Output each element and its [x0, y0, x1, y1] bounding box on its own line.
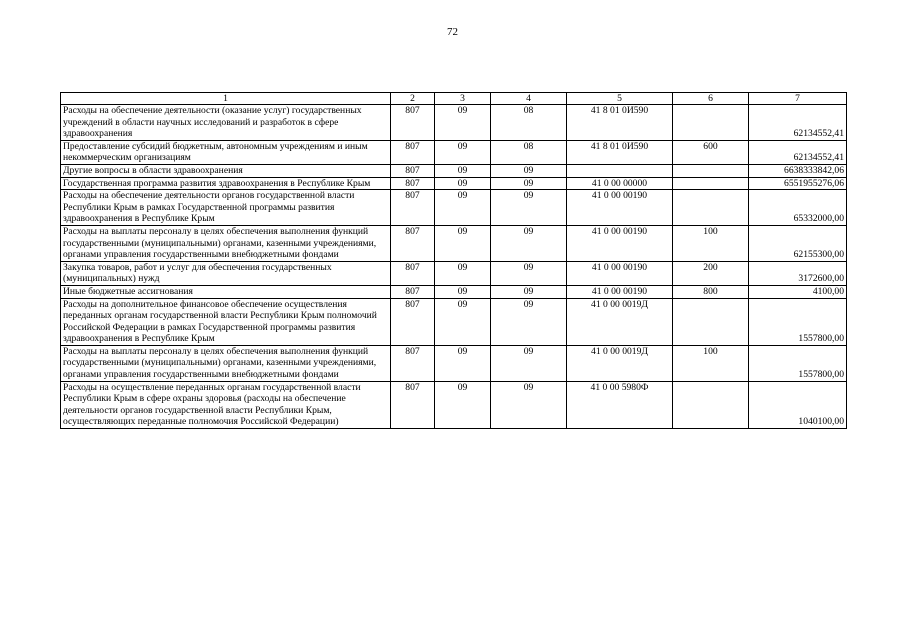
- row-target-article: 41 0 00 5980Ф: [567, 381, 673, 428]
- row-section: 09: [435, 105, 491, 141]
- row-subsection: 08: [491, 140, 567, 164]
- row-target-article: 41 8 01 0И590: [567, 105, 673, 141]
- row-expense-type: 800: [673, 285, 749, 298]
- row-name: Другие вопросы в области здравоохранения: [61, 164, 391, 177]
- row-subsection: 09: [491, 261, 567, 285]
- row-target-article: 41 0 00 0019Д: [567, 345, 673, 381]
- row-code-ministry: 807: [391, 164, 435, 177]
- row-amount: 65332000,00: [749, 190, 847, 226]
- table-row: [61, 381, 847, 428]
- row-expense-type: [673, 190, 749, 226]
- row-subsection: 09: [491, 285, 567, 298]
- row-section: 09: [435, 164, 491, 177]
- row-amount: 3172600,00: [749, 261, 847, 285]
- row-amount: 4100,00: [749, 285, 847, 298]
- row-target-article: 41 0 00 0019Д: [567, 298, 673, 345]
- row-expense-type: [673, 105, 749, 141]
- column-header: 6: [673, 93, 749, 105]
- row-code-ministry: 807: [391, 381, 435, 428]
- row-section: 09: [435, 345, 491, 381]
- row-code-ministry: 807: [391, 345, 435, 381]
- row-amount: 6638333842,06: [749, 164, 847, 177]
- row-code-ministry: 807: [391, 298, 435, 345]
- row-target-article: 41 0 00 00190: [567, 285, 673, 298]
- table-row: [61, 285, 847, 298]
- row-code-ministry: 807: [391, 225, 435, 261]
- row-name: Расходы на выплаты персоналу в целях обеспечения выполнения функций государственными (муниципальными) органами, казенными учреждениями, органами управления государственными внебюджетными фондами: [61, 225, 391, 261]
- table-row: [61, 261, 847, 285]
- table-body: [61, 105, 847, 429]
- column-header: 5: [567, 93, 673, 105]
- row-code-ministry: 807: [391, 285, 435, 298]
- row-name: Расходы на обеспечение деятельности органов государственной власти Республики Крым в рамках Государственной программы развития здравоохранения в Республике Крым: [61, 190, 391, 226]
- row-name: Расходы на обеспечение деятельности (оказание услуг) государственных учреждений в области научных исследований и разработок в сфере здравоохранения: [61, 105, 391, 141]
- row-section: 09: [435, 298, 491, 345]
- row-code-ministry: 807: [391, 140, 435, 164]
- budget-table: [60, 92, 847, 429]
- row-name: Расходы на осуществление переданных органам государственной власти Республики Крым в сфере охраны здоровья (расходы на обеспечение деятельности органов государственной власти Республики Крым, осуществляющих переданные полномочия Российской Федерации): [61, 381, 391, 428]
- row-expense-type: [673, 177, 749, 190]
- row-amount: 62155300,00: [749, 225, 847, 261]
- table-header: [61, 93, 847, 105]
- row-expense-type: [673, 298, 749, 345]
- row-code-ministry: 807: [391, 261, 435, 285]
- row-code-ministry: 807: [391, 190, 435, 226]
- table-row: [61, 298, 847, 345]
- row-subsection: 09: [491, 225, 567, 261]
- column-header: 2: [391, 93, 435, 105]
- row-name: Расходы на выплаты персоналу в целях обеспечения выполнения функций государственными (муниципальными) органами, казенными учреждениями, органами управления государственными внебюджетными фондами: [61, 345, 391, 381]
- row-amount: 6551955276,06: [749, 177, 847, 190]
- table-row: [61, 225, 847, 261]
- row-code-ministry: 807: [391, 105, 435, 141]
- row-amount: 1040100,00: [749, 381, 847, 428]
- row-expense-type: 600: [673, 140, 749, 164]
- row-subsection: 08: [491, 105, 567, 141]
- row-target-article: [567, 164, 673, 177]
- row-name: Закупка товаров, работ и услуг для обеспечения государственных (муниципальных) нужд: [61, 261, 391, 285]
- row-section: 09: [435, 261, 491, 285]
- table-row: [61, 345, 847, 381]
- row-amount: 62134552,41: [749, 105, 847, 141]
- table-row: [61, 164, 847, 177]
- row-target-article: 41 0 00 00190: [567, 261, 673, 285]
- row-expense-type: [673, 381, 749, 428]
- row-name: Расходы на дополнительное финансовое обеспечение осуществления переданных органам государственной власти Республики Крым полномочий Российской Федерации в рамках Государственной программы развития здравоохранения в Республике Крым: [61, 298, 391, 345]
- row-subsection: 09: [491, 177, 567, 190]
- row-subsection: 09: [491, 190, 567, 226]
- column-header: 3: [435, 93, 491, 105]
- table-row: [61, 190, 847, 226]
- column-header: 1: [61, 93, 391, 105]
- row-subsection: 09: [491, 164, 567, 177]
- row-subsection: 09: [491, 345, 567, 381]
- table-row: [61, 177, 847, 190]
- row-name: Предоставление субсидий бюджетным, автономным учреждениям и иным некоммерческим организациям: [61, 140, 391, 164]
- row-amount: 62134552,41: [749, 140, 847, 164]
- row-target-article: 41 8 01 0И590: [567, 140, 673, 164]
- row-expense-type: 100: [673, 345, 749, 381]
- row-code-ministry: 807: [391, 177, 435, 190]
- row-expense-type: 100: [673, 225, 749, 261]
- row-target-article: 41 0 00 00190: [567, 225, 673, 261]
- row-subsection: 09: [491, 298, 567, 345]
- row-section: 09: [435, 140, 491, 164]
- row-target-article: 41 0 00 00190: [567, 190, 673, 226]
- row-section: 09: [435, 285, 491, 298]
- column-header: 7: [749, 93, 847, 105]
- row-target-article: 41 0 00 00000: [567, 177, 673, 190]
- table-row: [61, 105, 847, 141]
- table-row: [61, 140, 847, 164]
- header-row: [61, 93, 847, 105]
- row-amount: 1557800,00: [749, 345, 847, 381]
- row-amount: 1557800,00: [749, 298, 847, 345]
- column-header: 4: [491, 93, 567, 105]
- row-expense-type: [673, 164, 749, 177]
- row-name: Иные бюджетные ассигнования: [61, 285, 391, 298]
- row-section: 09: [435, 177, 491, 190]
- page-number: 72: [447, 26, 458, 38]
- row-expense-type: 200: [673, 261, 749, 285]
- row-section: 09: [435, 381, 491, 428]
- row-name: Государственная программа развития здравоохранения в Республике Крым: [61, 177, 391, 190]
- row-section: 09: [435, 190, 491, 226]
- row-section: 09: [435, 225, 491, 261]
- row-subsection: 09: [491, 381, 567, 428]
